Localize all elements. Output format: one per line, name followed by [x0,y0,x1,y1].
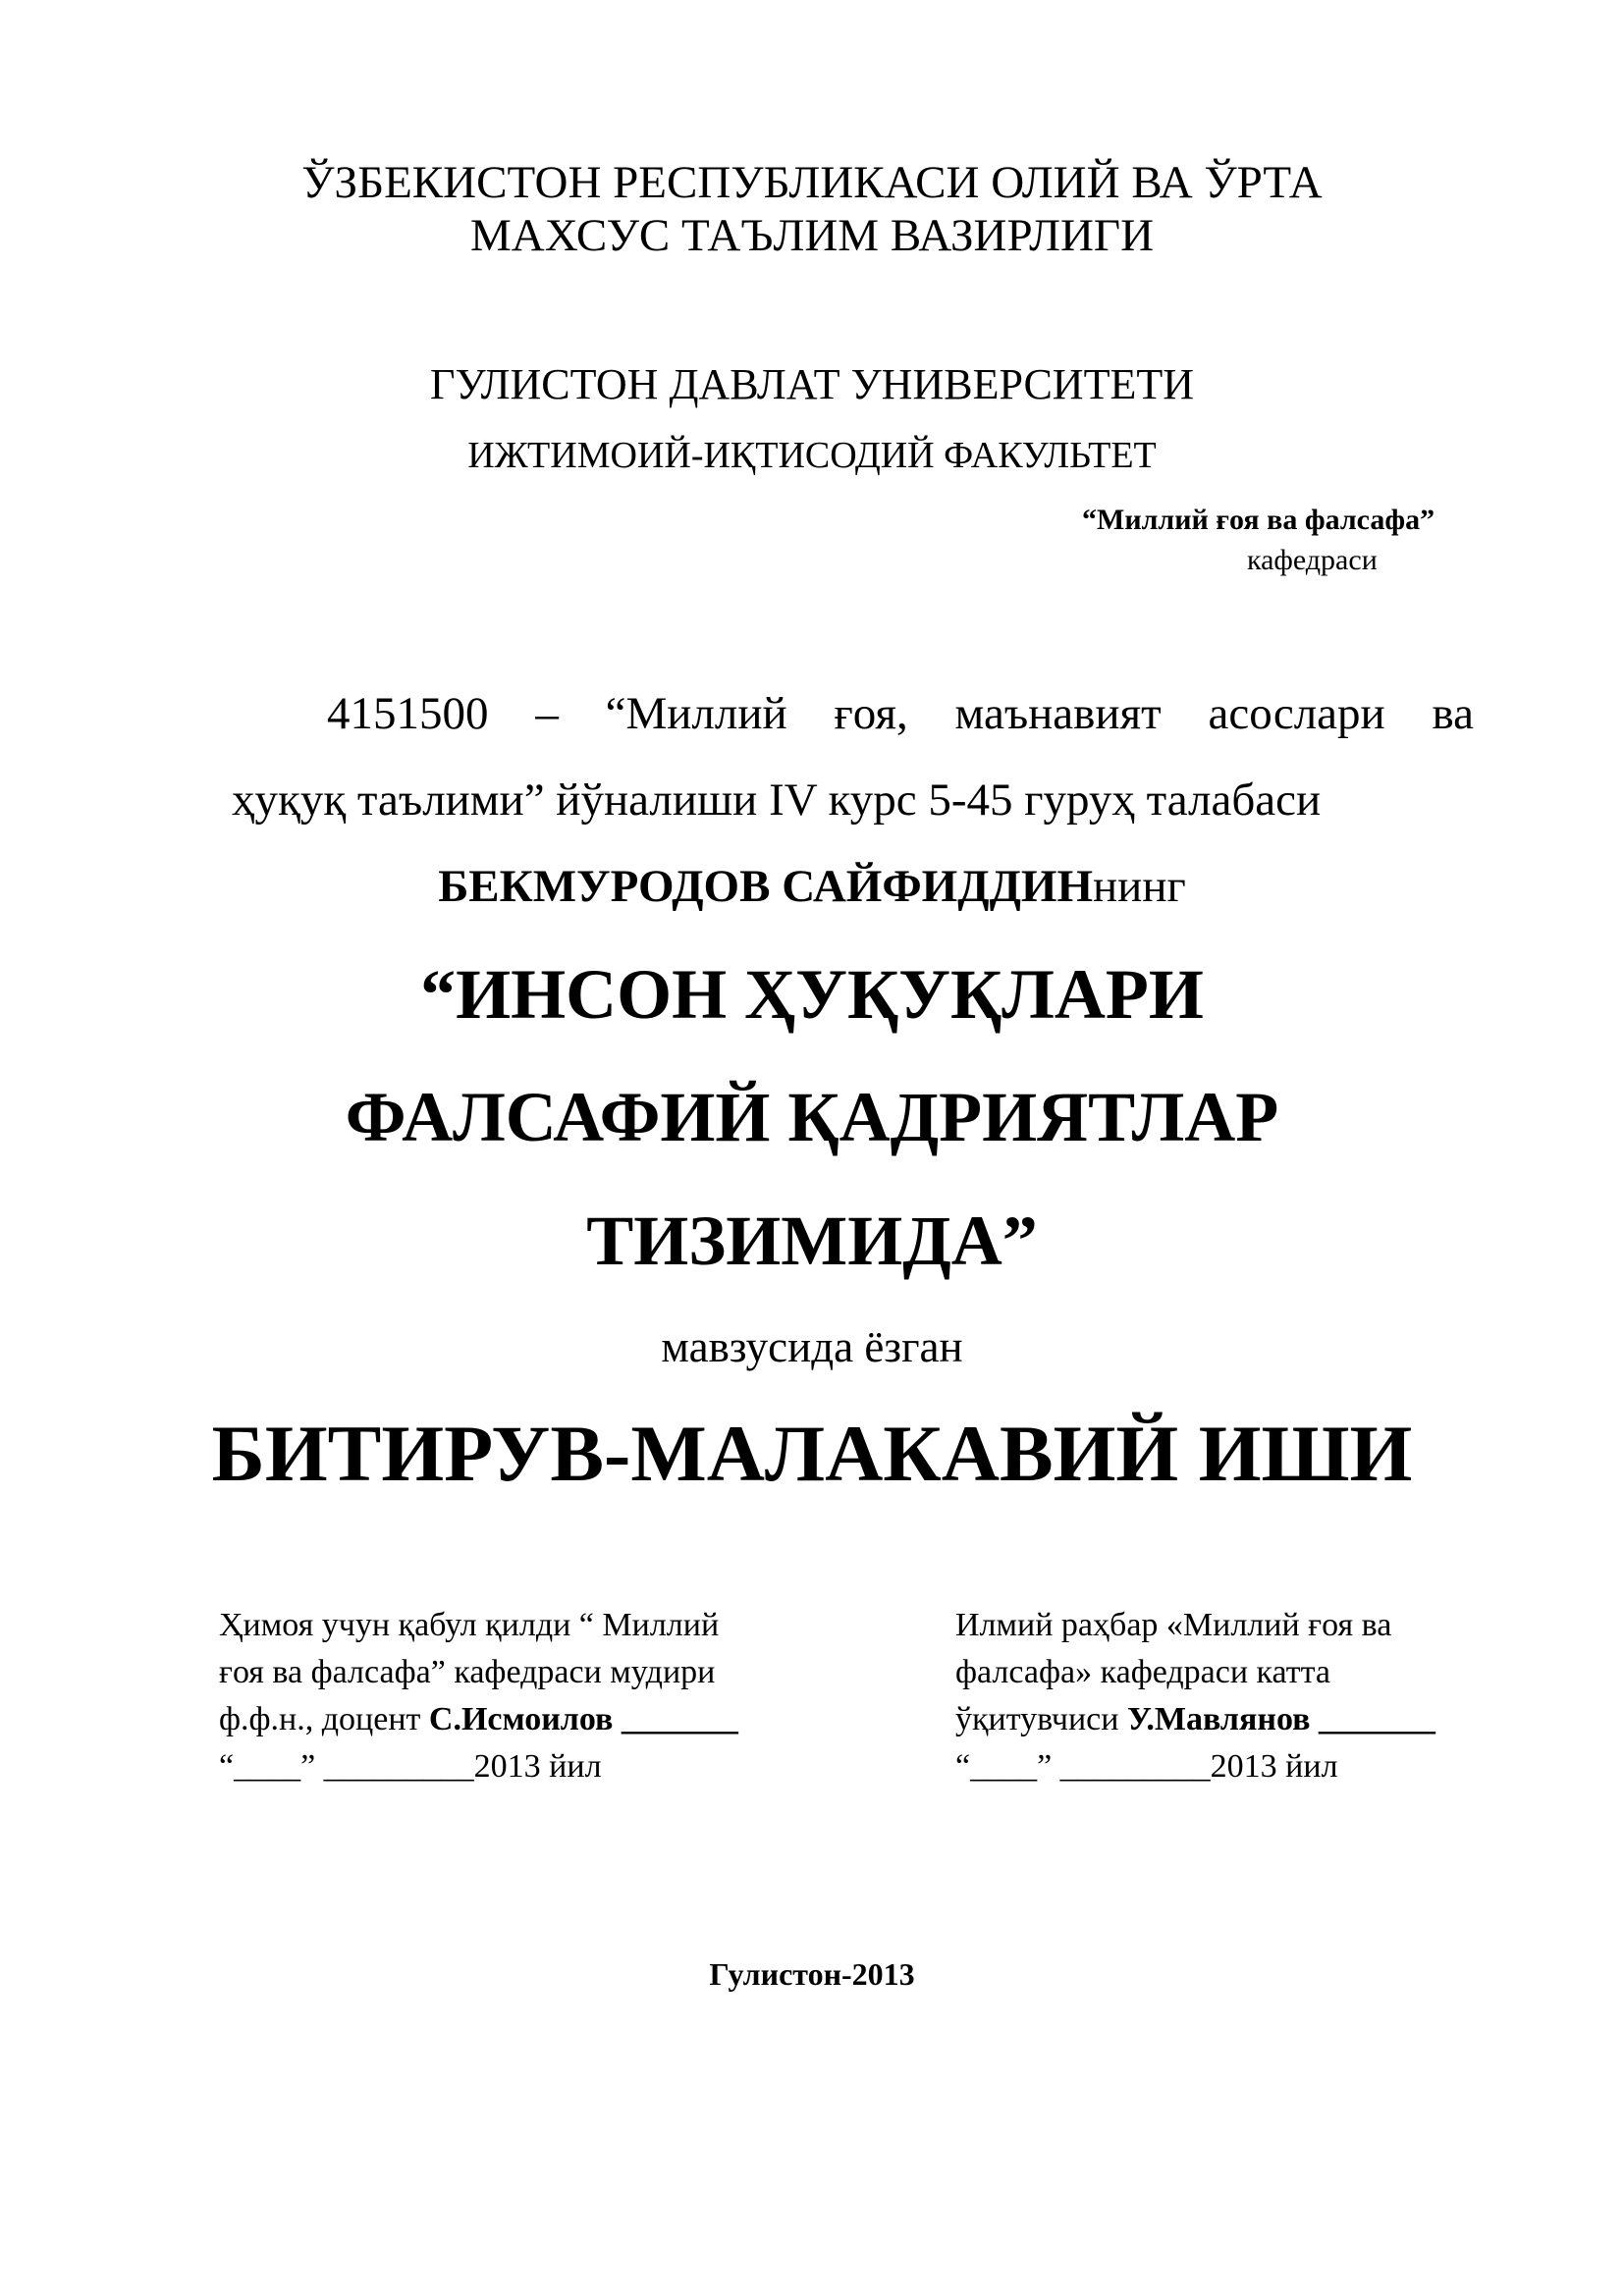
signature-right-name: У.Мавлянов [1126,1701,1311,1737]
signature-right-line-2: фалсафа» кафедраси катта [955,1654,1330,1690]
university-name: ГУЛИСТОН ДАВЛАТ УНИВЕРСИТЕТИ [430,360,1194,408]
student-word: маънавият [954,688,1162,739]
signature-left-line-2: ғоя ва фалсафа” кафедраси мудири [219,1654,716,1690]
signature-right-line-3 [955,1696,1435,1743]
topic-line-3: ТИЗИМИДА” [586,1201,1038,1280]
student-word: ғоя, [834,688,908,739]
signature-left-name: С.Исмоилов [428,1701,614,1737]
department-name: “Миллий ғоя ва фалсафа” [1082,504,1435,536]
ministry-line-1: ЎЗБЕКИСТОН РЕСПУБЛИКАСИ ОЛИЙ ВА ЎРТА [301,157,1323,208]
faculty-name: ИЖТИМОИЙ-ИҚТИСОДИЙ ФАКУЛЬТЕТ [467,435,1157,476]
signature-left-line-1: Ҳимоя учун қабул қилди “ Миллий [219,1607,720,1643]
signature-right-line-1: Илмий раҳбар «Миллий ғоя ва [955,1607,1392,1643]
department-word: кафедраси [1247,544,1378,576]
signature-left-line-3 [219,1696,738,1743]
student-name-text: БЕКМУРОДОВ САЙФИДДИН [438,861,1094,912]
signature-left-title: ф.ф.н., доцент [219,1701,429,1737]
student-word: асослари [1208,688,1385,739]
signature-left-date: “____” _________2013 йил [219,1748,602,1785]
signature-block-left [219,1602,738,1790]
student-info-line-2: ҳуқуқ таълими” йўналиши IV курс 5-45 гуруҳ талабаси [232,774,1322,826]
student-name [0,861,1624,912]
signature-right-title: ўқитувчиси [955,1701,1127,1737]
student-word: “Миллий [605,688,787,739]
signature-right-blank: _______ [1310,1701,1435,1737]
student-word: 4151500 [327,688,489,739]
topic-line-2: ФАЛСАФИЙ ҚАДРИЯТЛАР [345,1078,1279,1156]
written-on-label: мавзусида ёзган [661,1322,963,1371]
city-year: Гулистон-2013 [709,1956,915,1992]
signature-left-blank: _______ [613,1701,738,1737]
signature-right-date: “____” _________2013 йил [955,1748,1338,1785]
student-word: ва [1432,688,1474,739]
signature-block-right [955,1602,1435,1790]
work-type-title: БИТИРУВ-МАЛАКАВИЙ ИШИ [211,1409,1413,1498]
student-info-line-1 [327,688,1474,739]
ministry-line-2: МАХСУС ТАЪЛИМ ВАЗИРЛИГИ [469,210,1155,261]
student-name-suffix: нинг [1093,861,1186,912]
student-word: – [535,688,559,739]
topic-line-1: “ИНСОН ҲУҚУҚЛАРИ [420,955,1204,1034]
